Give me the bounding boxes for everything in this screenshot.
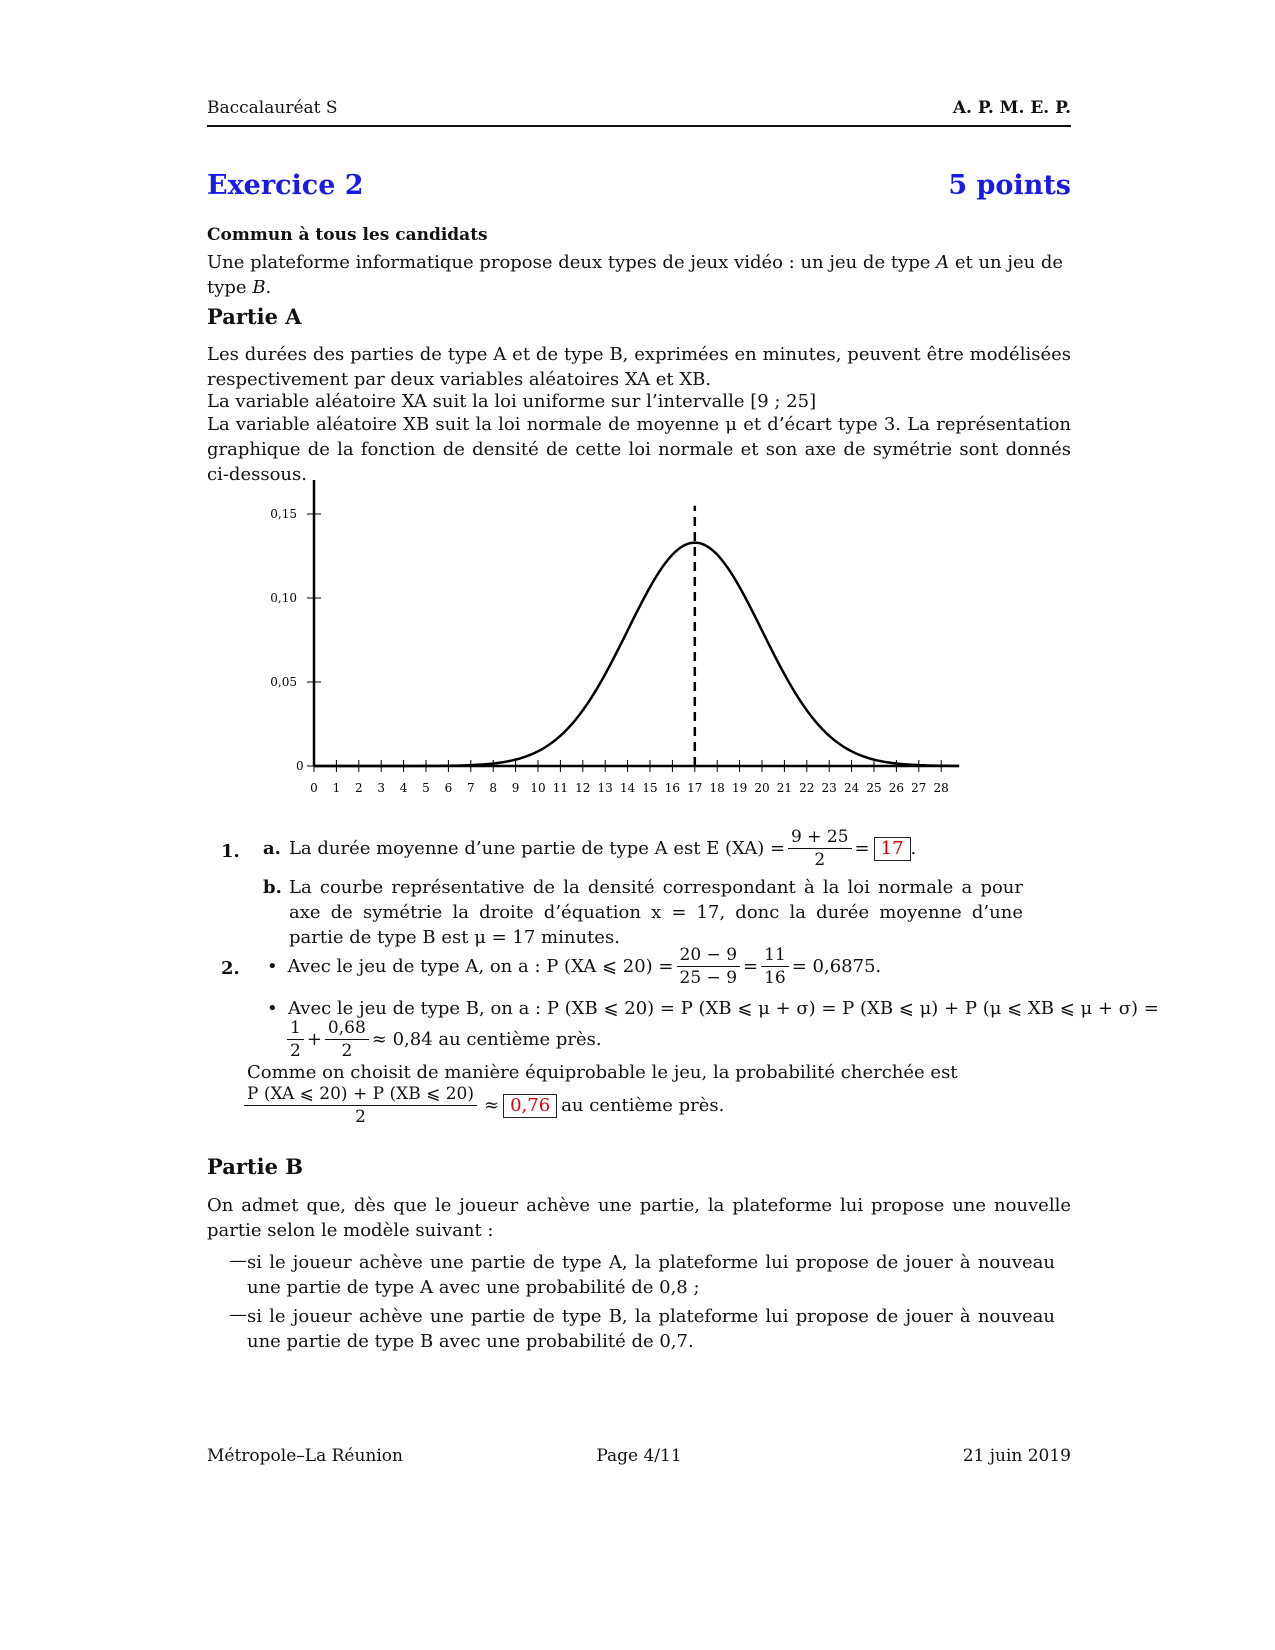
x-tick-label: 25: [866, 781, 882, 795]
q2-b1-f1-den: 25 − 9: [679, 968, 738, 988]
q2-b2-f1-num: 1: [287, 1017, 304, 1040]
q1a-fraction: [788, 826, 852, 871]
q2-b1-frac2: [761, 944, 789, 989]
x-tick-label: 21: [776, 781, 793, 795]
q2-approx: ≈: [484, 1095, 500, 1116]
page: [207, 0, 1159, 1650]
bullet-icon: •: [267, 956, 278, 977]
x-tick-label: 4: [399, 781, 408, 795]
q2-final-den: 2: [355, 1107, 366, 1127]
q2-final-num: P (XA ⩽ 20) + P (XB ⩽ 20): [244, 1083, 477, 1106]
intro-text: Une plateforme informatique propose deux types de jeux vidéo : un jeu de type: [207, 252, 937, 273]
dash-icon: —: [229, 1304, 247, 1325]
q2-b2-f2-den: 2: [341, 1041, 353, 1061]
q2-b1-end: = 0,6875.: [791, 956, 882, 977]
q2-b2-f2-num: 0,68: [325, 1017, 369, 1040]
x-tick-label: 2: [354, 781, 363, 795]
density-curve: [314, 543, 959, 766]
partA-p2: La variable aléatoire XA suit la loi uniforme sur l’intervalle [9 ; 25]: [207, 391, 817, 412]
exercise-title: Exercice 2: [207, 170, 364, 201]
page-footer: [207, 1446, 1071, 1466]
footer-right: 21 juin 2019: [962, 1446, 1071, 1466]
exercise-points: 5 points: [948, 170, 1071, 201]
q1a-label: a.: [263, 838, 281, 859]
x-tick-label: 7: [466, 781, 475, 795]
header-left: Baccalauréat S: [207, 98, 338, 118]
x-tick-label: 11: [552, 781, 569, 795]
x-tick-label: 18: [709, 781, 725, 795]
x-tick-label: 0: [310, 781, 318, 795]
y-tick-label: 0,15: [270, 507, 297, 521]
q1a: a. La durée moyenne d’une partie de type A est E (XA) = $\frac{9 + 25}{2}$ = 17 .: [263, 827, 917, 870]
partA-p1: Les durées des parties de type A et de type B, exprimées en minutes, peuvent être modélisées respectivement par deux variables aléatoires XA et XB.: [207, 344, 1071, 390]
q1b-label: b.: [263, 877, 282, 898]
q2-b1-f2-den: 16: [764, 968, 786, 988]
q2-b1-text: Avec le jeu de type A, on a : P (XA ⩽ 20) =: [287, 956, 674, 977]
x-tick-label: 15: [642, 781, 658, 795]
q2-b2-f1-den: 2: [290, 1041, 301, 1061]
x-tick-label: 22: [799, 781, 815, 795]
y-tick-label: 0,10: [270, 591, 297, 605]
q2-final: [244, 1083, 724, 1128]
partA-title: Partie A: [207, 304, 302, 329]
intro-b: B: [252, 277, 266, 298]
x-tick-label: 28: [933, 781, 949, 795]
footer-left: Métropole–La Réunion: [207, 1446, 403, 1466]
y-tick-label: 0: [296, 759, 304, 773]
q2-b1-f1-num: 20 − 9: [677, 944, 741, 967]
x-tick-label: 16: [664, 781, 681, 795]
q2-bullet2-line2: $\frac{1}{2}$ + $\frac{0,68}{2}$ ≈ 0,84 au centième près.: [287, 1017, 602, 1062]
q2-final-frac: [244, 1083, 477, 1128]
x-tick-label: 1: [332, 781, 341, 795]
q2-b2-text: Avec le jeu de type B, on a : P (XB ⩽ 20) = P (XB ⩽ μ + σ) = P (XB ⩽ μ) + P (μ ⩽ XB ⩽ μ + σ) =: [288, 998, 1159, 1019]
partB-p1: On admet que, dès que le joueur achève une partie, la plateforme lui propose une nouvelle partie selon le modèle suivant :: [207, 1195, 1071, 1241]
intro-end: .: [265, 277, 272, 298]
x-tick-label: 9: [511, 781, 520, 795]
footer-center: Page 4/11: [596, 1446, 682, 1466]
x-tick-label: 24: [843, 781, 860, 795]
x-tick-label: 27: [911, 781, 927, 795]
q2-b2-frac1: [287, 1017, 304, 1062]
q2-final-end: au centième près.: [561, 1095, 725, 1116]
q1a-eq: =: [854, 838, 870, 859]
q2-number: 2.: [221, 958, 240, 979]
partB-item2: si le joueur achève une partie de type B, la plateforme lui propose de jouer à nouveau une partie de type B avec une probabilité de 0,7.: [247, 1306, 1055, 1352]
x-tick-label: 17: [687, 781, 703, 795]
q1a-text: La durée moyenne d’une partie de type A est E (XA) =: [288, 838, 786, 859]
q2-b2-end: ≈ 0,84 au centième près.: [371, 1029, 602, 1050]
x-tick-label: 20: [754, 781, 770, 795]
q2-conclusion: Comme on choisit de manière équiprobable le jeu, la probabilité cherchée est: [247, 1062, 958, 1083]
dash-icon: —: [229, 1250, 247, 1271]
x-tick-label: 26: [888, 781, 905, 795]
q2-answer-box: 0,76: [503, 1094, 557, 1118]
partA-p3: La variable aléatoire XB suit la loi normale de moyenne μ et d’écart type 3. La représentation graphique de la fonction de densité de cette loi normale et son axe de symétrie sont donnés ci-dessous.: [207, 414, 1071, 485]
y-tick-label: 0,05: [270, 675, 297, 689]
q1a-frac-den: 2: [814, 850, 826, 870]
x-tick-label: 14: [619, 781, 636, 795]
x-tick-label: 5: [422, 781, 430, 795]
partB-title: Partie B: [207, 1154, 303, 1179]
x-tick-label: 23: [821, 781, 837, 795]
header-rule: [207, 125, 1071, 127]
q1b: [263, 875, 1023, 950]
intro-a: A: [936, 252, 950, 273]
exercise-heading: [207, 170, 1071, 201]
subtitle: Commun à tous les candidats: [207, 225, 488, 245]
intro-paragraph: [207, 250, 1071, 300]
x-tick-label: 12: [575, 781, 591, 795]
q1-number: 1.: [221, 841, 240, 862]
q2-b1-f2-num: 11: [761, 944, 789, 967]
header-right: A. P. M. E. P.: [952, 98, 1071, 118]
x-tick-label: 10: [530, 781, 546, 795]
q1b-text: La courbe représentative de la densité correspondant à la loi normale a pour axe de symétrie la droite d’équation x = 17, donc la durée moyenne d’une partie de type B est μ = 17 minutes.: [289, 877, 1023, 948]
q2-bullet1: • Avec le jeu de type A, on a : P (XA ⩽ 20) = $\frac{20 - 9}{25 - 9}$ = $\frac{11}{16}$ = 0,6875.: [267, 945, 882, 988]
q2-b1-frac1: [677, 944, 741, 989]
q1a-frac-num: 9 + 25: [788, 826, 852, 849]
x-tick-label: 8: [489, 781, 498, 795]
x-tick-label: 13: [597, 781, 613, 795]
partB-item1: si le joueur achève une partie de type A, la plateforme lui propose de jouer à nouveau une partie de type A avec une probabilité de 0,8 ;: [247, 1252, 1055, 1298]
q1a-answer-box: 17: [874, 837, 911, 861]
intro-mid: et un jeu de type: [207, 252, 1064, 298]
x-tick-label: 19: [731, 781, 748, 795]
x-tick-label: 3: [377, 781, 386, 795]
q2-b2-frac2: [325, 1017, 369, 1062]
x-tick-label: 6: [444, 781, 453, 795]
density-chart: [207, 470, 1071, 810]
bullet-icon: •: [267, 998, 278, 1019]
